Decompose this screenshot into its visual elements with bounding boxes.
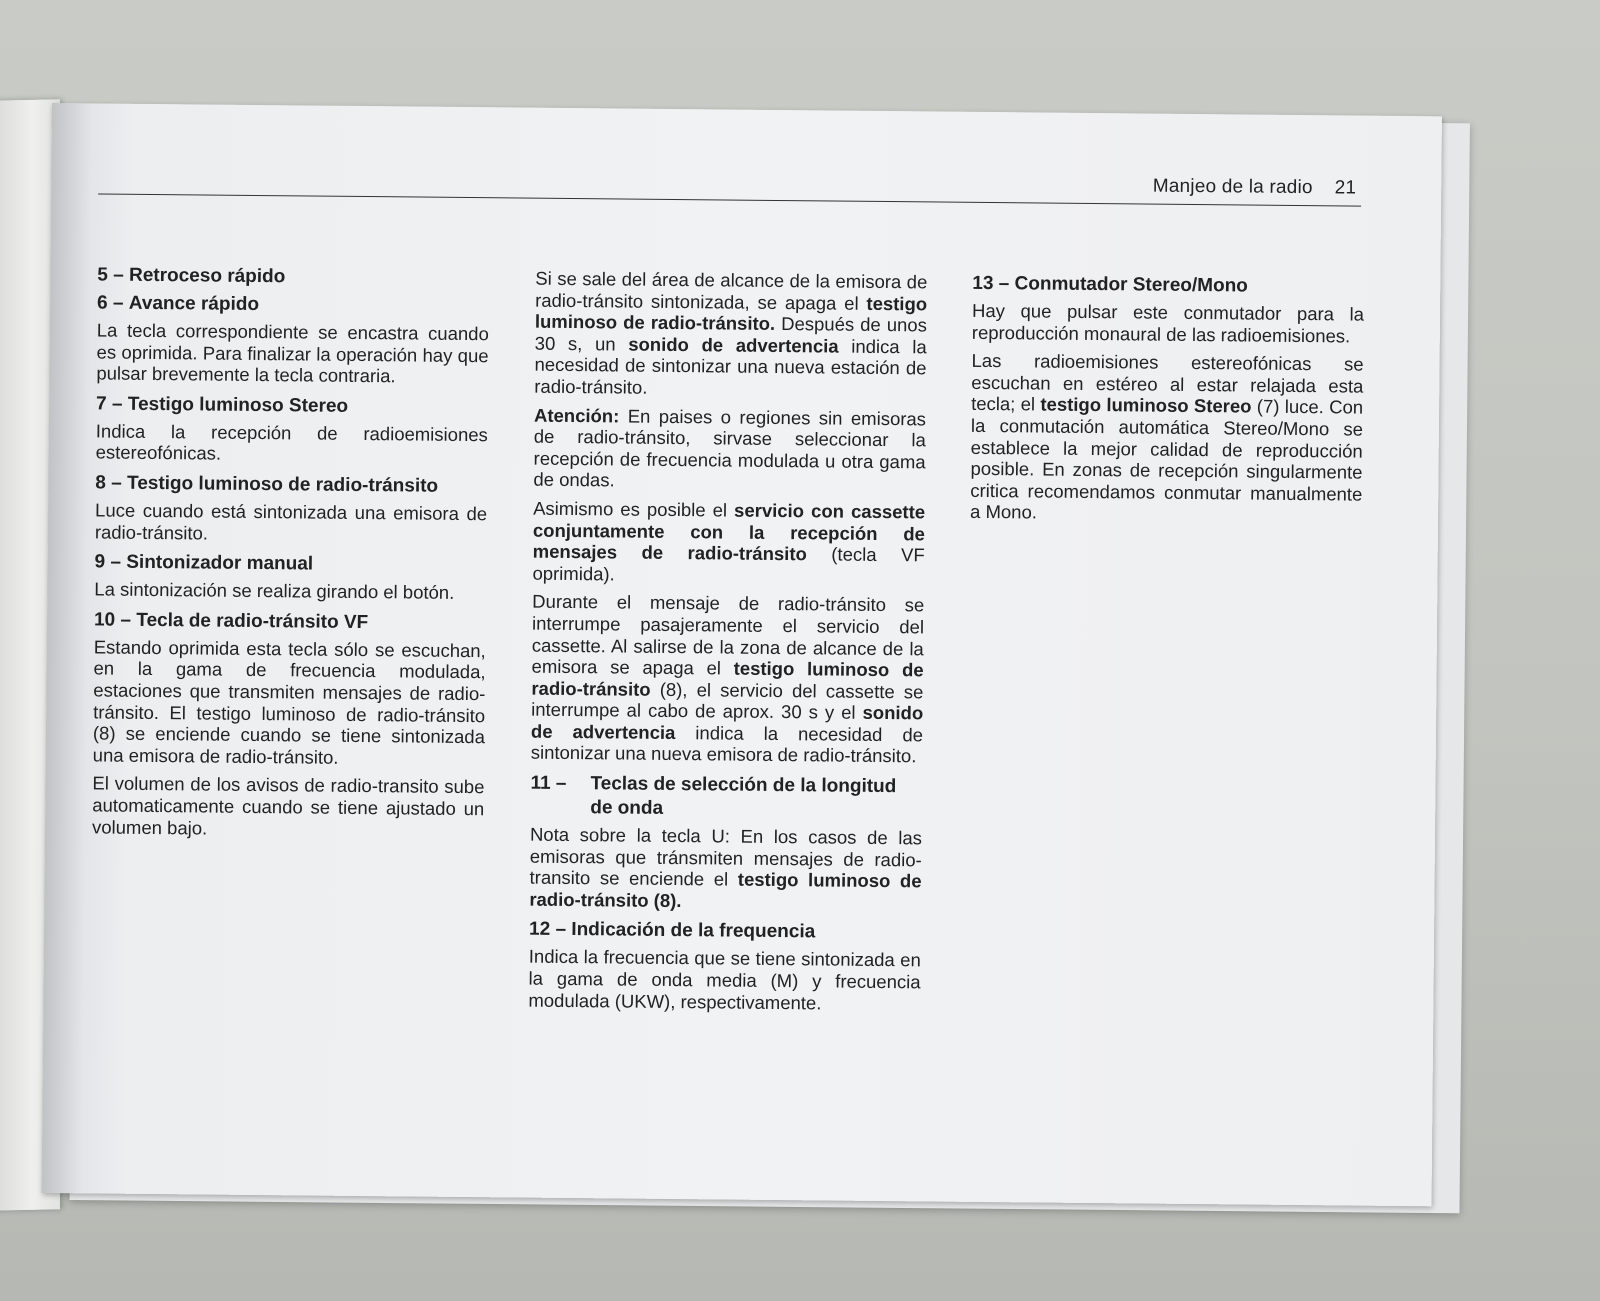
item-heading-7: 7 – Testigo luminoso Stereo: [96, 393, 349, 417]
column-1: [92, 263, 490, 848]
column-2: [528, 268, 927, 1022]
item-text-10-volume: El volumen de los avisos de radio-transito sube automaticamente cuando se tiene ajustado un volumen bajo.: [91, 772, 485, 839]
column-3: [970, 272, 1364, 534]
item-number: 11: [530, 772, 551, 794]
item-title: Indicación de la frequencia: [571, 919, 816, 943]
item-title: Teclas de selección de la longitud de onda: [590, 773, 897, 819]
item-heading-10: 10 – Tecla de radio-tránsito VF: [93, 609, 369, 633]
item-heading-13: 13 – Conmutador Stereo/Mono: [972, 272, 1248, 297]
item-text-13: Hay que pulsar este conmutador para la reproducción monaural de las radioemisiones.: [971, 299, 1365, 347]
item-text-8: Luce cuando está sintonizada una emisora de radio-tránsito.: [94, 499, 488, 544]
item-number: 5: [97, 264, 109, 286]
item-heading-12: 12 – Indicación de la frequencia: [528, 919, 816, 943]
item-title: Retroceso rápido: [128, 264, 286, 288]
item-number: 10: [93, 609, 116, 631]
item-number: 6: [96, 292, 108, 314]
item-heading-5: 5 – Retroceso rápido: [97, 264, 286, 288]
manual-page: [42, 103, 1442, 1206]
item-number: 7: [96, 393, 107, 415]
item-number: 9: [94, 551, 106, 573]
item-title: Conmutador Stereo/Mono: [1014, 273, 1248, 297]
item-number: 12: [528, 919, 551, 941]
item-number: 13: [972, 272, 994, 295]
item-text-11: Nota sobre la tecla U: En los casos de las emisoras que tránsmiten mensajes de radio-transito se enciende el testigo luminoso de radio-tránsito (8).: [529, 823, 923, 911]
item-text-6: La tecla correspondiente se encastra cuando es oprimida. Para finalizar la operación hay que pulsar brevemente la tecla contraria.: [96, 319, 489, 387]
item-text-7: Indica la recepción de radioemisiones estereofónicas.: [95, 420, 488, 465]
item-number: 8: [95, 472, 107, 494]
paragraph-cassette-service: Asimismo es posible el servicio con cassette conjuntamente con la recepción de mensajes de radio-tránsito (tecla VF oprimida).: [532, 497, 926, 585]
item-title: Testigo luminoso Stereo: [127, 393, 349, 417]
paragraph-attention: Atención: En paises o regiones sin emisoras de radio-tránsito, sirvase seleccionar la recepción de frecuencia modulada u otra gama de ondas.: [533, 404, 927, 491]
item-title: Tecla de radio-tránsito VF: [136, 609, 369, 633]
item-text-10: Estando oprimida esta tecla sólo se escuchan, en la gama de frecuencia modulada, estaciones que transmiten mensajes de radio-tránsito. El testigo luminoso de radio-tránsito (8) se enciende cuando se tiene sintonizada una emisora de radio-tránsito.: [92, 636, 486, 768]
item-text-12: Indica la frecuencia que se tiene sintonizada en la gama de onda media (M) y frecuencia modulada (UKW), respectivamente.: [528, 946, 921, 1014]
paragraph-during-message: Durante el mensaje de radio-tránsito se interrumpe pasajeramente el servicio del cassette. Al salirse de la zona de alcance de la emisora se apaga el testigo luminoso de radio-tránsito (8), el servicio del cassette se interrumpe al cabo de aprox. 30 s y el sonido de advertencia indica la necesidad de sintonizar una nueva emisora de radio-tránsito.: [530, 590, 925, 767]
running-header: [1153, 176, 1357, 200]
page-number: 21: [1334, 177, 1357, 199]
item-heading-6: 6 – Avance rápido: [96, 292, 260, 315]
item-heading-11: 11 – Teclas de selección de la longitud de onda: [530, 772, 922, 824]
item-text-13-stereo: Las radioemisiones estereofónicas se escuchan en estéreo al estar relajada esta tecla; el testigo luminoso Stereo (7) luce. Con la conmutación automática Stereo/Mono se establece la mejor calidad de reproducción posible. En zonas de recepción singularmente critica recomendamos conmutar manualmente a Mono.: [970, 350, 1364, 523]
item-title: Testigo luminoso de radio-tránsito: [126, 472, 439, 497]
section-title: Manjeo de la radio: [1152, 175, 1313, 199]
item-title: Sintonizador manual: [126, 551, 314, 575]
item-text-9: La sintonización se realiza girando el botón.: [94, 578, 455, 604]
item-title: Avance rápido: [128, 292, 260, 315]
item-heading-9: 9 – Sintonizador manual: [94, 551, 314, 575]
item-heading-8: 8 – Testigo luminoso de radio-tránsito: [95, 472, 439, 497]
paragraph-leaving-range: Si se sale del área de alcance de la emisora de radio-tránsito sintonizada, se apaga el testigo luminoso de radio-tránsito. Después de unos 30 s, un sonido de advertencia indica la necesidad de sintonizar una nueva estación de radio-tránsito.: [534, 267, 928, 398]
